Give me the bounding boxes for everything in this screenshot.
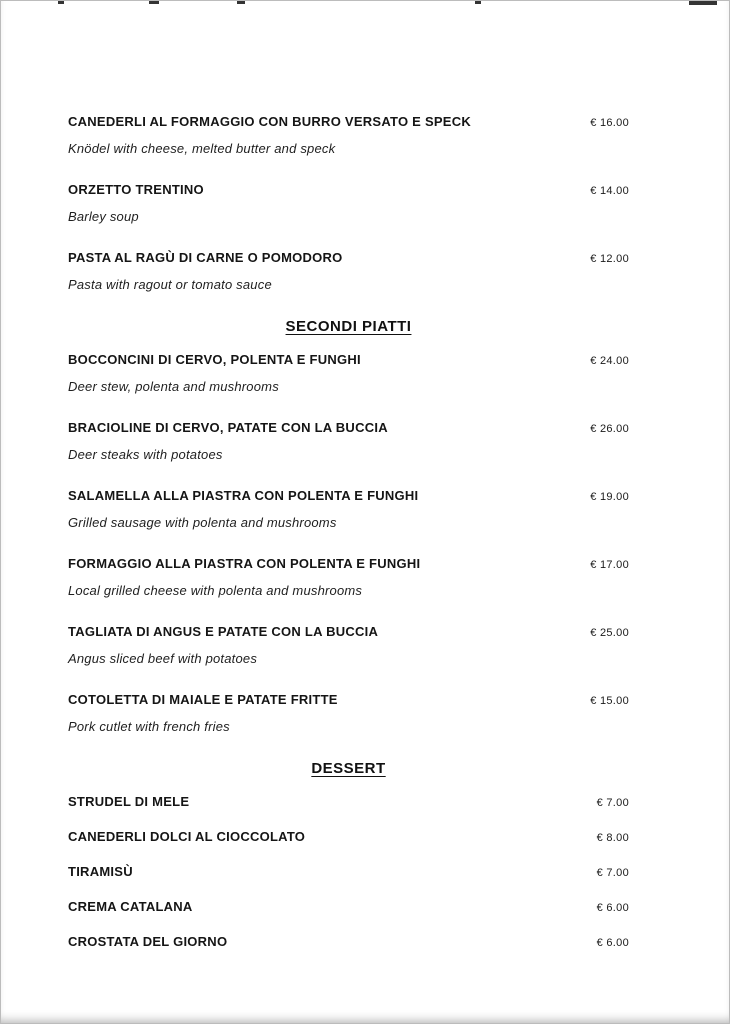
item-row	[68, 828, 629, 847]
menu-item	[68, 181, 629, 226]
item-description: Pasta with ragout or tomato sauce	[68, 277, 272, 292]
item-row	[68, 113, 629, 132]
item-price: € 12.00	[590, 253, 629, 265]
item-row	[68, 351, 629, 370]
item-name: COTOLETTA DI MAIALE E PATATE FRITTE	[68, 692, 338, 707]
item-description: Angus sliced beef with potatoes	[68, 651, 258, 666]
scan-artifact	[58, 1, 64, 4]
menu-content	[1, 1, 729, 952]
item-description: Knödel with cheese, melted butter and speck	[68, 141, 336, 156]
item-name: CROSTATA DEL GIORNO	[68, 934, 228, 949]
menu-item	[68, 933, 629, 952]
item-row	[68, 793, 629, 812]
item-price: € 8.00	[596, 832, 629, 844]
section-secondi	[68, 317, 629, 736]
item-price: € 24.00	[590, 355, 629, 367]
menu-item	[68, 419, 629, 464]
item-row	[68, 555, 629, 574]
scan-artifact	[149, 1, 159, 4]
item-price: € 19.00	[590, 491, 629, 503]
item-name: TIRAMISÙ	[68, 864, 133, 879]
item-price: € 14.00	[590, 185, 629, 197]
menu-item	[68, 691, 629, 736]
item-name: CANEDERLI DOLCI AL CIOCCOLATO	[68, 829, 306, 844]
item-name: CANEDERLI AL FORMAGGIO CON BURRO VERSATO E SPECK	[68, 114, 471, 129]
item-price: € 7.00	[596, 797, 629, 809]
item-price: € 15.00	[590, 695, 629, 707]
item-price: € 6.00	[596, 937, 629, 949]
item-description: Local grilled cheese with polenta and mushrooms	[68, 583, 363, 598]
item-price: € 25.00	[590, 627, 629, 639]
item-row	[68, 933, 629, 952]
item-name: STRUDEL DI MELE	[68, 794, 190, 809]
item-price: € 16.00	[590, 117, 629, 129]
menu-item	[68, 863, 629, 882]
menu-item	[68, 623, 629, 668]
item-row	[68, 487, 629, 506]
menu-item	[68, 898, 629, 917]
section-title-dessert: DESSERT	[311, 760, 386, 777]
item-name: SALAMELLA ALLA PIASTRA CON POLENTA E FUNGHI	[68, 488, 419, 503]
menu-item	[68, 793, 629, 812]
item-name: PASTA AL RAGÙ DI CARNE O POMODORO	[68, 250, 343, 265]
item-row	[68, 419, 629, 438]
item-row	[68, 691, 629, 710]
item-row	[68, 181, 629, 200]
item-name: FORMAGGIO ALLA PIASTRA CON POLENTA E FUNGHI	[68, 556, 421, 571]
item-description: Grilled sausage with polenta and mushrooms	[68, 515, 337, 530]
scan-artifact	[475, 1, 481, 4]
item-row	[68, 623, 629, 642]
item-name: CREMA CATALANA	[68, 899, 193, 914]
section-primi	[68, 113, 629, 294]
item-name: ORZETTO TRENTINO	[68, 182, 204, 197]
item-row	[68, 898, 629, 917]
menu-item	[68, 487, 629, 532]
item-row	[68, 249, 629, 268]
item-description: Pork cutlet with french fries	[68, 719, 230, 734]
section-dessert	[68, 759, 629, 952]
item-price: € 6.00	[596, 902, 629, 914]
item-description: Deer stew, polenta and mushrooms	[68, 379, 279, 394]
item-row	[68, 863, 629, 882]
scan-artifact	[689, 1, 717, 5]
item-price: € 26.00	[590, 423, 629, 435]
item-name: TAGLIATA DI ANGUS E PATATE CON LA BUCCIA	[68, 624, 379, 639]
item-name: BRACIOLINE DI CERVO, PATATE CON LA BUCCIA	[68, 420, 388, 435]
item-description: Deer steaks with potatoes	[68, 447, 223, 462]
item-name: BOCCONCINI DI CERVO, POLENTA E FUNGHI	[68, 352, 361, 367]
item-price: € 17.00	[590, 559, 629, 571]
menu-item	[68, 249, 629, 294]
menu-item	[68, 828, 629, 847]
menu-item	[68, 555, 629, 600]
scan-artifact	[237, 1, 245, 4]
item-description: Barley soup	[68, 209, 139, 224]
menu-item	[68, 351, 629, 396]
item-price: € 7.00	[596, 867, 629, 879]
section-title-secondi-piatti: SECONDI PIATTI	[285, 318, 412, 335]
menu-item	[68, 113, 629, 158]
